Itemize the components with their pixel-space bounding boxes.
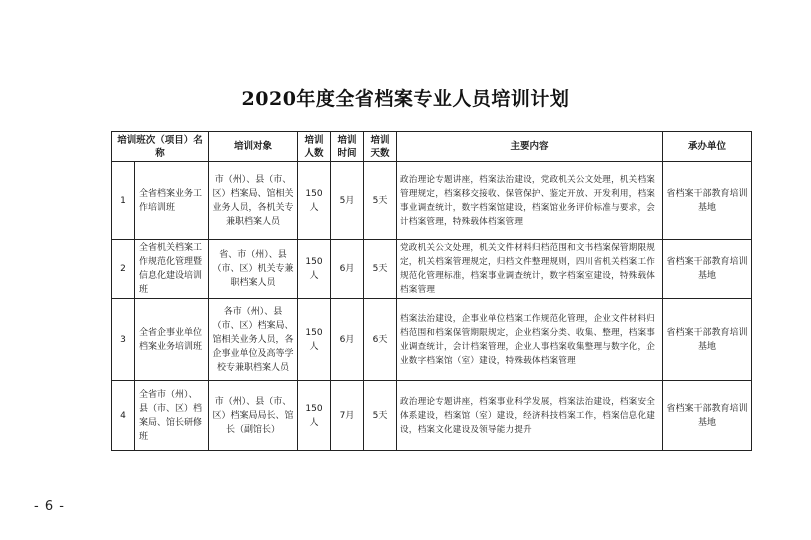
organizer-cell: 省档案干部教育培训基地 [663, 381, 752, 451]
days-cell: 5天 [364, 240, 397, 299]
table-row [112, 381, 752, 451]
content-cell: 档案法治建设，企事业单位档案工作规范化管理，企业文件材料归档范围和档案保管期限规定，企业档案分类、收集、整理，档案事业调查统计，会计档案管理，企业人事档案收集整理与数字化，企业数字档案馆（室）建设，特殊载体档案管理 [397, 299, 663, 381]
people-count-cell: 150人 [298, 381, 331, 451]
time-cell: 6月 [331, 240, 364, 299]
people-count-cell: 150人 [298, 240, 331, 299]
content-cell: 政治理论专题讲座，档案事业科学发展，档案法治建设，档案安全体系建设，档案馆（室）建设，经济科技档案工作，档案信息化建设，档案文化建设及领导能力提升 [397, 381, 663, 451]
time-cell: 7月 [331, 381, 364, 451]
header-people-count: 培训人数 [298, 132, 331, 162]
participants-cell: 市（州）、县（市、区）档案局局长、馆长（副馆长） [209, 381, 298, 451]
header-content: 主要内容 [397, 132, 663, 162]
header-time: 培训时间 [331, 132, 364, 162]
row-index: 3 [112, 299, 135, 381]
participants-cell: 市（州）、县（市、区）档案局、馆相关业务人员，各机关专兼职档案人员 [209, 162, 298, 240]
header-course-name: 培训班次（项目）名称 [112, 132, 209, 162]
page-number: - 6 - [34, 499, 65, 514]
table-row [112, 162, 752, 240]
time-cell: 5月 [331, 162, 364, 240]
participants-cell: 各市（州）、县（市、区）档案局、馆相关业务人员，各企事业单位及高等学校专兼职档案人员 [209, 299, 298, 381]
time-cell: 6月 [331, 299, 364, 381]
organizer-cell: 省档案干部教育培训基地 [663, 240, 752, 299]
header-organizer: 承办单位 [663, 132, 752, 162]
people-count-cell: 150人 [298, 162, 331, 240]
course-name-cell: 全省企事业单位档案业务培训班 [135, 299, 209, 381]
header-days: 培训天数 [364, 132, 397, 162]
organizer-cell: 省档案干部教育培训基地 [663, 162, 752, 240]
table-header-row [112, 132, 752, 162]
course-name-cell: 全省市（州）、县（市、区）档案局、馆长研修班 [135, 381, 209, 451]
content-cell: 党政机关公文处理，机关文件材料归档范围和文书档案保管期限规定，机关档案管理规定，归档文件整理规则，四川省机关档案工作规范化管理标准，档案事业调查统计，数字档案室建设，特殊载体档案管理 [397, 240, 663, 299]
organizer-cell: 省档案干部教育培训基地 [663, 299, 752, 381]
content-cell: 政治理论专题讲座，档案法治建设，党政机关公文处理，机关档案管理规定，档案移交接收、保管保护、鉴定开放、开发利用，档案事业调查统计，数字档案馆建设，档案馆业务评价标准与要求，会计档案管理，特殊载体档案管理 [397, 162, 663, 240]
page-title: 2020年度全省档案专业人员培训计划 [241, 88, 570, 110]
days-cell: 5天 [364, 162, 397, 240]
training-plan-table [111, 131, 752, 451]
table-row [112, 240, 752, 299]
row-index: 1 [112, 162, 135, 240]
course-name-cell: 全省档案业务工作培训班 [135, 162, 209, 240]
days-cell: 6天 [364, 299, 397, 381]
course-name-cell: 全省机关档案工作规范化管理暨信息化建设培训班 [135, 240, 209, 299]
header-participants: 培训对象 [209, 132, 298, 162]
table-row [112, 299, 752, 381]
row-index: 4 [112, 381, 135, 451]
row-index: 2 [112, 240, 135, 299]
days-cell: 5天 [364, 381, 397, 451]
participants-cell: 省、市（州）、县（市、区）机关专兼职档案人员 [209, 240, 298, 299]
people-count-cell: 150人 [298, 299, 331, 381]
